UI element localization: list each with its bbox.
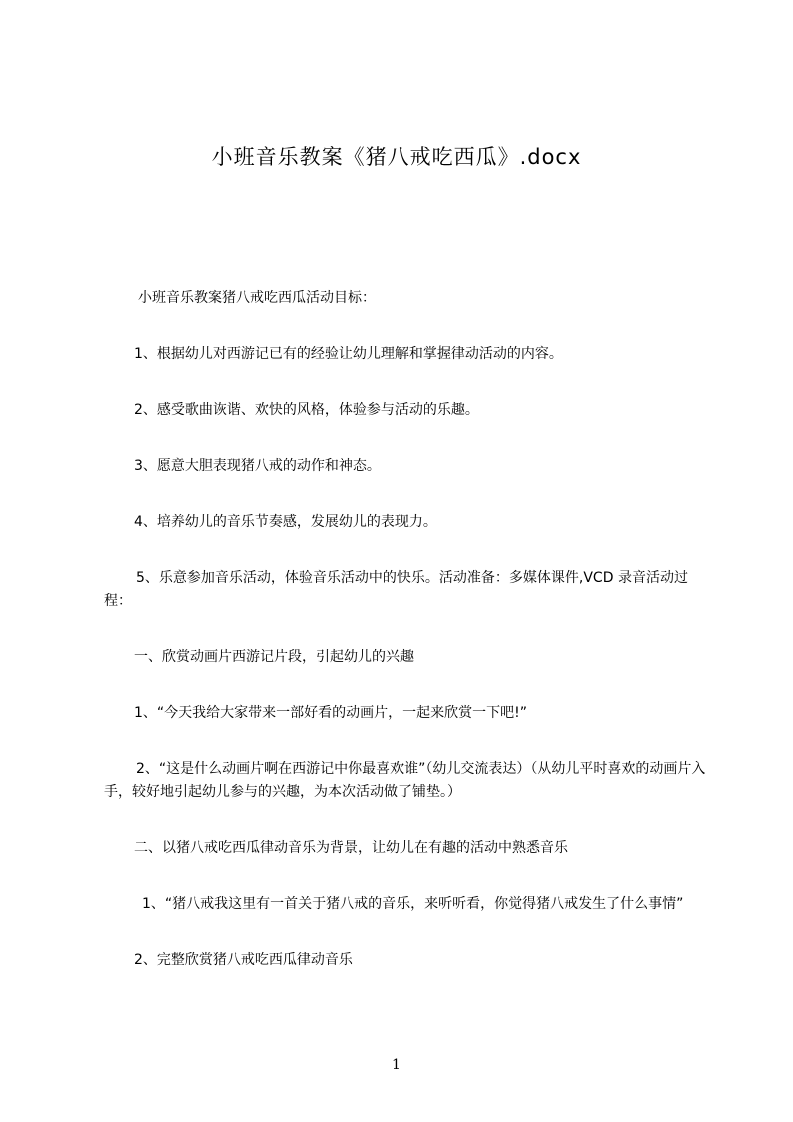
paragraph-objective-3: 3、愿意大胆表现猪八戒的动作和神态。 — [134, 458, 381, 474]
paragraph-objective-5: 5、乐意参加音乐活动，体验音乐活动中的快乐。活动准备：多媒体课件,VCD 录音活动过程： — [104, 570, 688, 609]
page-number: 1 — [392, 1057, 401, 1073]
paragraph-objective-1: 1、根据幼儿对西游记已有的经验让幼儿理解和掌握律动活动的内容。 — [134, 346, 563, 362]
paragraph-objectives-heading: 小班音乐教案猪八戒吃西瓜活动目标： — [138, 290, 376, 306]
paragraph-section-1-step-1: 1、“今天我给大家带来一部好看的动画片，一起来欣赏一下吧!” — [134, 705, 528, 721]
paragraph-objective-4: 4、培养幼儿的音乐节奏感，发展幼儿的表现力。 — [134, 514, 437, 530]
paragraph-section-1-step-2: 2、“这是什么动画片啊在西游记中你最喜欢谁”（幼儿交流表达）（从幼儿平时喜欢的动画片入手，较好地引起幼儿参与的兴趣，为本次活动做了铺垫。） — [104, 761, 706, 800]
paragraph-section-2-heading: 二、以猪八戒吃西瓜律动音乐为背景，让幼儿在有趣的活动中熟悉音乐 — [134, 840, 568, 856]
document-title: 小班音乐教案《猪八戒吃西瓜》.docx — [211, 145, 582, 169]
paragraph-section-1-heading: 一、欣赏动画片西游记片段，引起幼儿的兴趣 — [134, 649, 414, 665]
paragraph-section-2-step-2: 2、完整欣赏猪八戒吃西瓜律动音乐 — [134, 952, 353, 968]
document-body — [104, 287, 714, 1005]
paragraph-objective-2: 2、感受歌曲诙谐、欢快的风格，体验参与活动的乐趣。 — [134, 402, 479, 418]
paragraph-section-2-step-1: 1、“猪八戒我这里有一首关于猪八戒的音乐，来听听看，你觉得猪八戒发生了什么事情” — [142, 896, 684, 912]
